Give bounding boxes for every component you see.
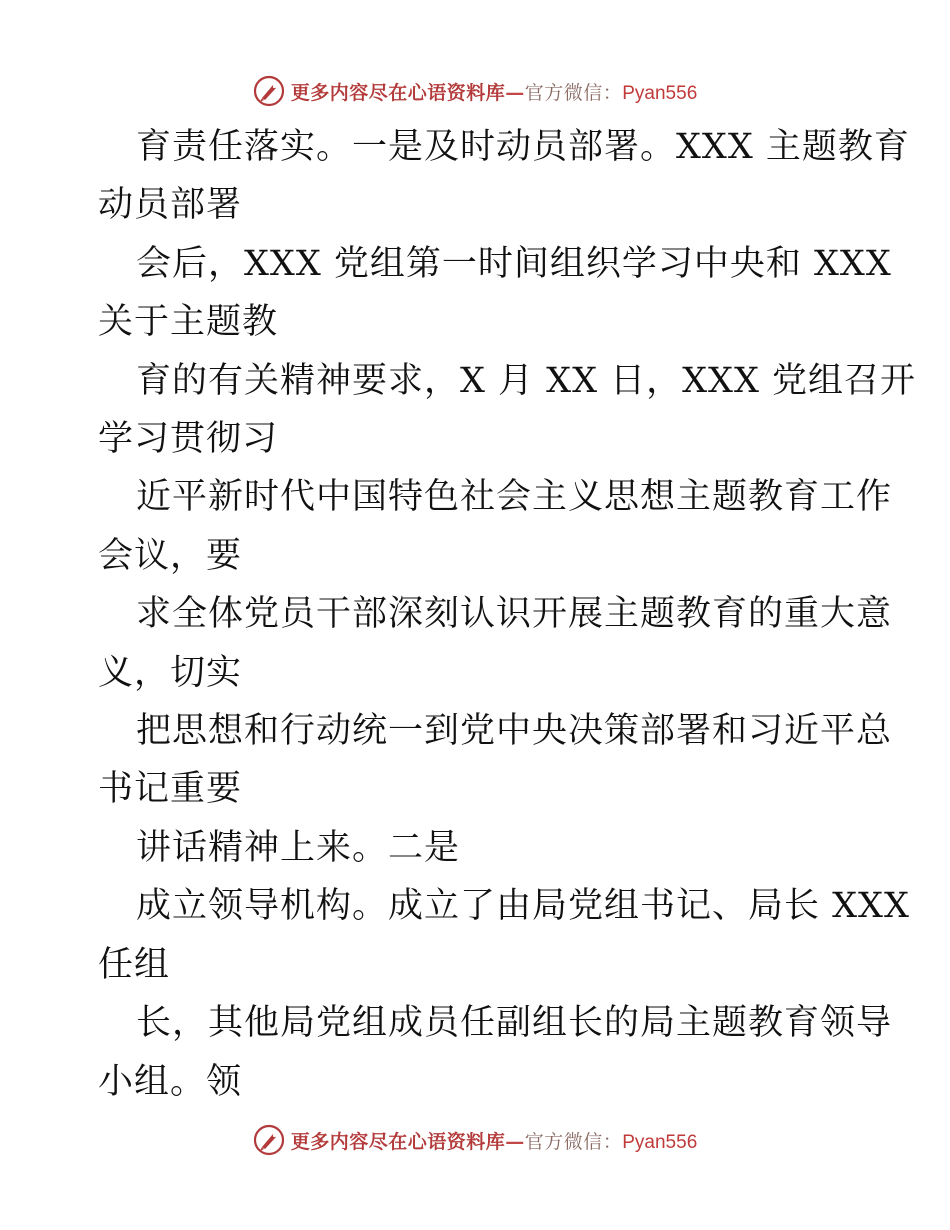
watermark-dash: — — [505, 81, 525, 104]
pen-nib-circle-icon — [253, 1124, 285, 1156]
watermark-dash: — — [505, 1130, 525, 1153]
document-body — [98, 118, 917, 1111]
text-line: 会议，要 — [98, 535, 243, 576]
watermark-official-label: 官方微信： — [524, 1130, 623, 1153]
watermark-main-text: 更多内容尽在心语资料库 — [290, 1130, 506, 1153]
text-line: 会后，XXX 党组第一时间组织学习中央和 XXX — [136, 243, 892, 284]
watermark-main-text: 更多内容尽在心语资料库 — [290, 81, 506, 104]
watermark-content — [253, 1124, 698, 1156]
watermark-text — [291, 78, 698, 105]
text-line: 育责任落实。一是及时动员部署。XXX 主题教育 — [136, 127, 910, 167]
text-line: 讲话精神上来。二是 — [136, 827, 461, 868]
text-line: 把思想和行动统一到党中央决策部署和习近平总 — [136, 711, 893, 752]
text-line: 动员部署 — [98, 185, 243, 226]
text-line: 任组 — [98, 944, 171, 985]
watermark-text — [291, 1127, 698, 1154]
text-line: 义，切实 — [98, 652, 243, 693]
text-line: 近平新时代中国特色社会主义思想主题教育工作 — [136, 477, 893, 518]
watermark-banner-top — [0, 71, 950, 111]
watermark-banner-bottom — [0, 1120, 950, 1160]
text-line: 关于主题教 — [98, 302, 279, 343]
watermark-official-label: 官方微信： — [524, 81, 623, 104]
watermark-handle: Pyan556 — [622, 1131, 698, 1153]
text-line: 育的有关精神要求，X 月 XX 日，XXX 党组召开 — [136, 360, 917, 401]
text-line: 小组。领 — [98, 1061, 243, 1102]
text-line: 书记重要 — [98, 769, 243, 810]
watermark-content — [253, 75, 698, 107]
watermark-handle: Pyan556 — [622, 82, 698, 104]
text-line: 成立领导机构。成立了由局党组书记、局长 XXX — [136, 886, 910, 927]
text-line: 求全体党员干部深刻认识开展主题教育的重大意 — [136, 594, 893, 635]
text-line: 长，其他局党组成员任副组长的局主题教育领导 — [136, 1003, 893, 1044]
pen-nib-circle-icon — [253, 75, 285, 107]
text-line: 学习贯彻习 — [98, 419, 279, 460]
